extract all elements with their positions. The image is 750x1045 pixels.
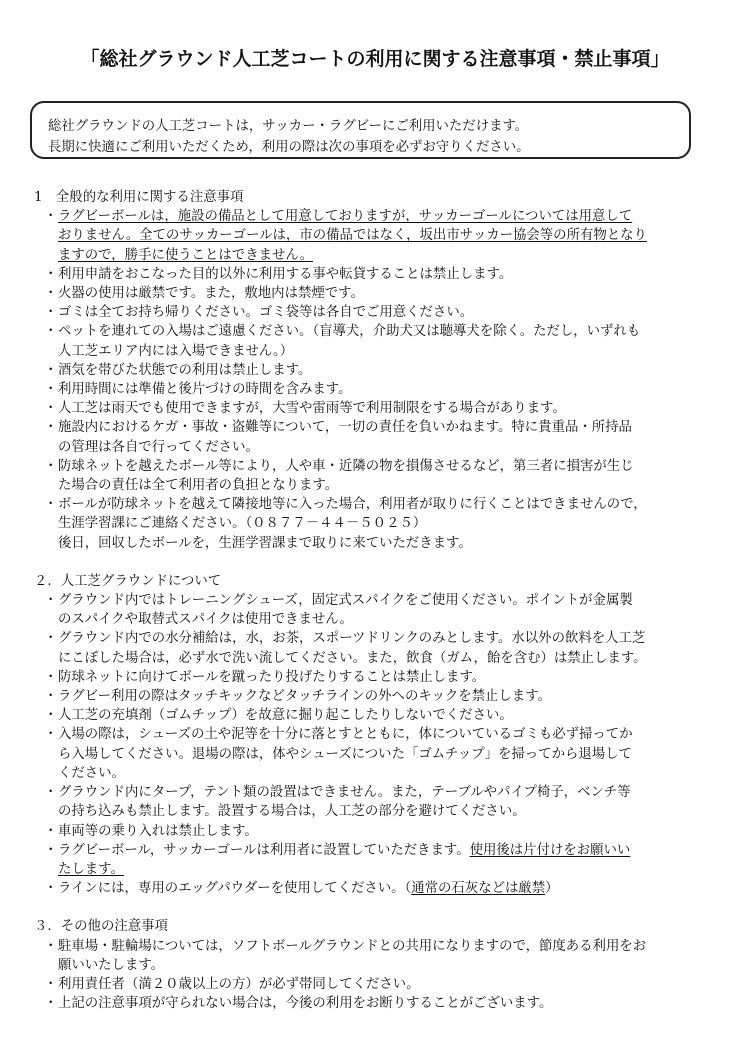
underlined-text: たします。 [58, 861, 124, 877]
item-line: ゴミは全てお持ち帰りください。ゴミ袋等は各自でご用意ください。 [58, 305, 474, 321]
item-line: た場合の責任は全て利用者の負担となります。 [58, 478, 339, 494]
item-line-phone: 生涯学習課にご連絡ください。（０８７７－４４－５０２５） [58, 516, 427, 532]
item-line: ボールが防球ネットを越えて隣接地等に入った場合，利用者が取りに行くことはできませんので， [58, 497, 647, 513]
bullet: ・ [44, 286, 58, 302]
item-line: 上記の注意事項が守られない場合は，今後の利用をお断りすることがございます。 [58, 996, 553, 1012]
item-line: 防球ネットに向けてボールを蹴ったり投げたりすることは禁止します。 [58, 669, 486, 685]
list-item [0, 418, 708, 456]
item-text: ラグビーボール，サッカーゴールは利用者に設置していただきます。 [58, 842, 470, 858]
item-line: のスパイクや取替式スパイクは使用できません。 [58, 612, 353, 628]
bullet: ・ [44, 266, 58, 282]
bullet: ・ [44, 401, 58, 417]
list-item-line-powder [0, 879, 708, 898]
intro-line: 総社グラウンドの人工芝コートは，サッカー・ラグビーにご利用いただけます。 [48, 119, 529, 134]
item-line: 車両等の乗り入れは禁止します。 [58, 823, 258, 839]
list-item [0, 725, 708, 783]
bullet: ・ [44, 420, 58, 436]
item-line: の持ち込みも禁止します。設置する場合は，人工芝の部分を避けてください。 [58, 804, 526, 820]
item-line: おりません。全てのサッカーゴールは，市の備品ではなく，坂出市サッカー協会等の所有物となり [58, 228, 647, 244]
item-line: ペットを連れての入場はご遠慮ください。（盲導犬，介助犬又は聴導犬を除く。ただし，いずれも [58, 324, 641, 340]
bullet: ・ [44, 842, 58, 858]
item-line: 駐車場・駐輪場については，ソフトボールグラウンドとの共用になりますので，節度ある利用をお [58, 938, 647, 954]
list-item [0, 457, 708, 495]
bullet: ・ [44, 823, 58, 839]
item-line: グラウンド内ではトレーニングシューズ，固定式スパイクをご使用ください。ポイントが金属製 [58, 593, 633, 609]
item-line [58, 841, 708, 860]
item-line: の管理は各自で行ってください。 [58, 439, 259, 455]
list-item [0, 303, 708, 322]
bullet: ・ [44, 976, 58, 992]
bullet: ・ [44, 881, 58, 897]
underlined-text: 通常の石灰などは厳禁 [411, 881, 546, 897]
section-heading-other: ３．その他の注意事項 [34, 919, 168, 935]
item-line: ら入場してください。退場の際は，体やシューズについた「ゴムチップ」を掃ってから退場して [58, 746, 632, 762]
section-heading-general: 1 全般的な利用に関する注意事項 [34, 190, 244, 205]
item-line: ラグビーボールは，施設の備品として用意しておりますが，サッカーゴールについては用意して [58, 209, 633, 225]
bullet: ・ [44, 497, 58, 513]
list-item [0, 783, 708, 821]
list-item [0, 629, 708, 667]
list-item-goal-ownership [0, 207, 708, 265]
item-line [58, 879, 708, 898]
item-text: ラインには，専用のエッグパウダーを使用してください。（ [58, 881, 412, 897]
list-item [0, 687, 708, 706]
item-line [58, 860, 708, 879]
bullet: ・ [44, 785, 58, 801]
item-line: 人工芝の充填剤（ゴムチップ）を故意に掘り起こしたりしないでください。 [58, 708, 513, 724]
list-item [0, 361, 708, 380]
item-line: 入場の際は，シューズの土や泥等を十分に落とすとともに，体についているゴミも必ず掃ってか [58, 727, 633, 743]
bullet: ・ [44, 593, 58, 609]
bullet: ・ [44, 669, 58, 685]
item-line: 利用責任者（満２０歳以上の方）が必ず帯同してください。 [58, 976, 420, 992]
bullet: ・ [44, 708, 58, 724]
underlined-text: 使用後は片付けをお願いい [469, 842, 631, 858]
item-line: グラウンド内にタープ，テント類の設置はできません。また，テーブルやパイプ椅子，ベンチ等 [58, 785, 631, 801]
item-line: ますので，勝手に使うことはできません。 [58, 247, 313, 263]
item-line: 願いいたします。 [58, 957, 165, 973]
item-line: 人工芝は雨天でも使用できますが，大雪や雷雨等で利用制限をする場合があります。 [58, 401, 566, 417]
item-line: グラウンド内での水分補給は，水，お茶，スポーツドリンクのみとします。水以外の飲料を人工芝 [58, 631, 646, 647]
intro-line: 長期に快適にご利用いただくため，利用の際は次の事項を必ずお守りください。 [48, 140, 530, 155]
list-item [0, 265, 708, 284]
bullet: ・ [44, 382, 58, 398]
page-title: 「総社グラウンド人工芝コートの利用に関する注意事項・禁止事項」 [80, 48, 670, 70]
item-line: 利用申請をおこなった目的以外に利用する事や転貸することは禁止します。 [58, 266, 513, 282]
item-line: 人工芝エリア内には入場できません。） [58, 343, 294, 359]
bullet: ・ [44, 631, 58, 647]
list-item [0, 284, 708, 303]
list-item [0, 591, 708, 629]
bullet: ・ [44, 324, 58, 340]
list-item [0, 975, 708, 994]
list-item [0, 380, 708, 399]
intro-box [30, 101, 691, 159]
item-line: 火器の使用は厳禁です。また，敷地内は禁煙です。 [58, 286, 364, 302]
list-item-ball-retrieval [0, 495, 708, 553]
list-item [0, 994, 708, 1013]
item-line: にこぼした場合は，必ず水で洗い流してください。また，飲食（ガム，飴を含む）は禁止します。 [58, 650, 647, 666]
list-item [0, 668, 708, 687]
bullet: ・ [44, 209, 58, 225]
list-item [0, 937, 708, 975]
list-item [0, 399, 708, 418]
item-line: 後日，回収したボールを，生涯学習課まで取りに来ていただきます。 [58, 535, 472, 551]
bullet: ・ [44, 689, 58, 705]
bullet: ・ [44, 362, 58, 378]
bullet: ・ [44, 305, 58, 321]
bullet: ・ [44, 996, 58, 1012]
notice-content [0, 188, 750, 1013]
list-item [0, 822, 708, 841]
section-heading-turf: ２．人工芝グラウンドについて [34, 573, 222, 589]
item-line: 利用時間には準備と後片づけの時間を含みます。 [58, 382, 352, 398]
item-line: ラグビー利用の際はタッチキックなどタッチラインの外へのキックを禁止します。 [58, 689, 551, 705]
list-item [0, 706, 708, 725]
item-line: 防球ネットを越えたボール等により，人や車・近隣の物を損傷させるなど，第三者に損害が生じ [58, 458, 634, 474]
list-item-setup-cleanup [0, 841, 708, 879]
item-line: ください。 [58, 765, 125, 781]
item-line: 酒気を帯びた状態での利用は禁止します。 [58, 362, 312, 378]
bullet: ・ [44, 727, 58, 743]
bullet: ・ [44, 938, 58, 954]
item-text: ） [545, 881, 559, 897]
bullet: ・ [44, 458, 58, 474]
list-item [0, 322, 708, 360]
item-line: 施設内におけるケガ・事故・盗難等について，一切の責任を負いかねます。特に貴重品・所持品 [58, 420, 632, 436]
